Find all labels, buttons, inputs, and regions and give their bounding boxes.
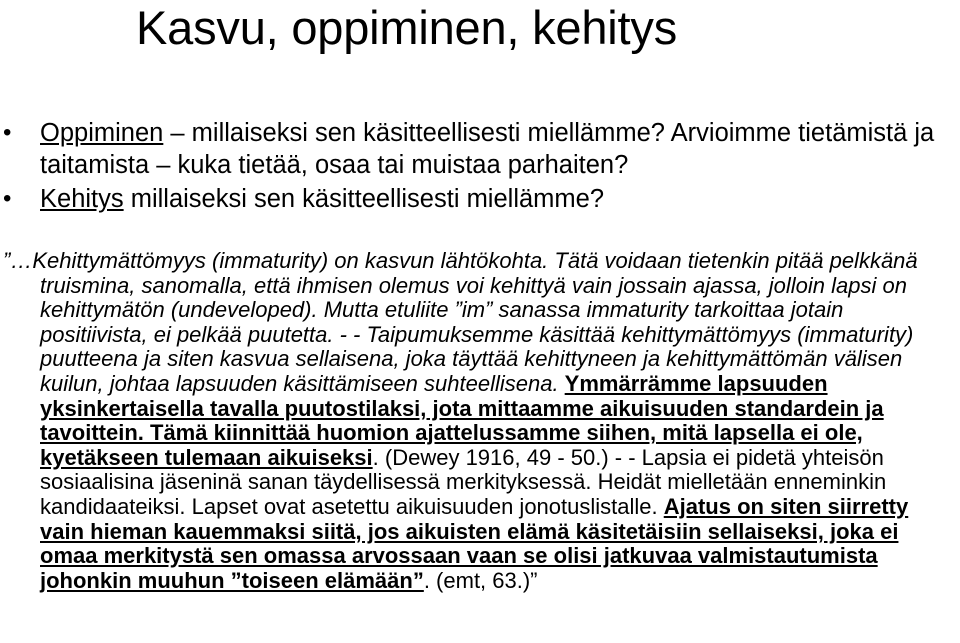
- quote-italic-text: ”…Kehittymättömyys (immaturity) on kasvun lähtökohta. Tätä voidaan tietenkin pitää pelkkänä truismina, sanomalla, että ihmisen olemus voi kehittyä vain jossain ajassa, jolloin lapsi on kehittymätön (undeveloped). Mutta etuliite ”im” sanassa immaturity tarkoittaa jotain positiivista, ei pelkää puutetta. - - Taipumuksemme käsittää kehittymättömyys (immaturity) puutteena ja siten kasvua sellaisena, joka täyttää kehittyneen ja kehittymättömän välisen kuilun, johtaa lapsuuden käsittämiseen suhteellisena.: [3, 248, 918, 396]
- bullet-term: Kehitys: [40, 185, 124, 213]
- quote-citation-2: . (emt, 63.)”: [423, 567, 538, 593]
- slide-title: Kasvu, oppiminen, kehitys: [136, 1, 678, 54]
- bullet-item-kehitys: [0, 183, 960, 215]
- quote-emphasis-1: Ymmärrämme lapsuuden yksinkertaisella tavalla puutostilaksi, jota mittaamme aikuisuuden standardein ja tavoittein. Tämä kiinnittää huomion ajattelussamme siihen, mitä lapsella ei ole, kyetäkseen tulemaan aikuiseksi: [40, 370, 884, 470]
- bullet-icon: •: [3, 119, 12, 146]
- bullet-list: [0, 117, 960, 217]
- quote-citation-1: . (Dewey 1916, 49 - 50.) - - Lapsia ei pidetä yhteisön sosiaalisina jäseninä sanan täydellisessä merkityksessä. Heidät mielletään enneminkin kandidaateiksi. Lapset ovat asetettu aikuisuuden jonotuslistalle.: [40, 444, 887, 519]
- bullet-item-oppiminen: [0, 117, 960, 181]
- bullet-text: – millaiseksi sen käsitteellisesti miellämme? Arvioimme tietämistä ja taitamista – kuka tietää, osaa tai muistaa parhaiten?: [40, 119, 935, 179]
- bullet-text: millaiseksi sen käsitteellisesti miellämme?: [123, 185, 605, 213]
- quote-emphasis-2: Ajatus on siten siirretty vain hieman kauemmaksi siitä, jos aikuisten elämä käsitetäisiin sellaiseksi, joka ei omaa merkitystä sen omassa arvossaan vaan se olisi jatkuvaa valmistautumista johonkin muuhun ”toiseen elämään”: [40, 493, 909, 593]
- bullet-icon: •: [3, 185, 12, 212]
- bullet-term: Oppiminen: [40, 119, 164, 147]
- quote-block: [0, 249, 955, 593]
